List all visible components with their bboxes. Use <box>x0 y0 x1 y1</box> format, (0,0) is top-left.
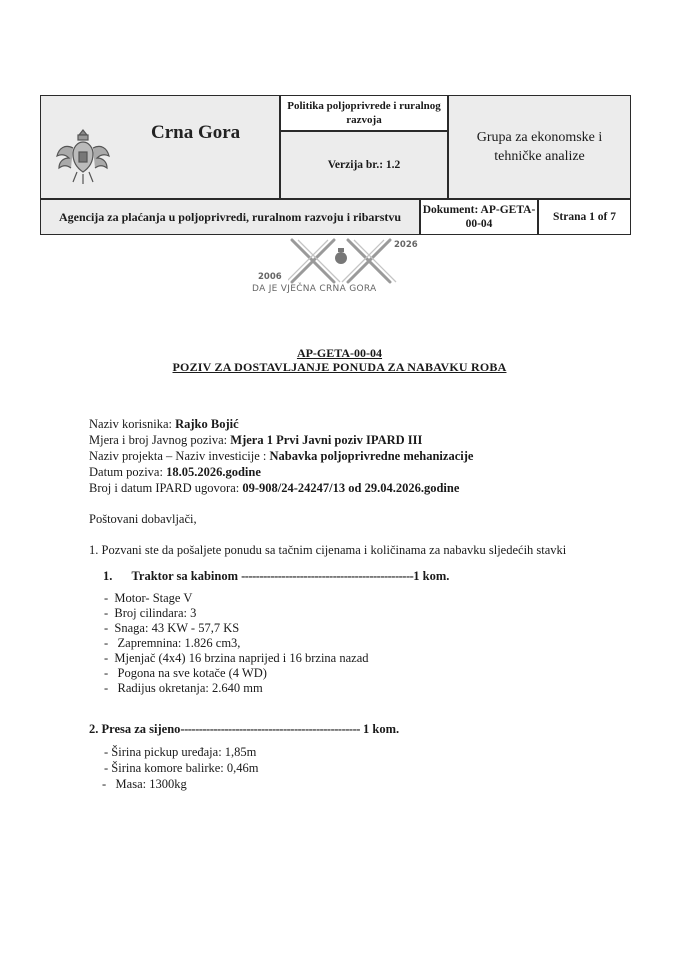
item-2-header <box>89 722 399 737</box>
item-number: 1. <box>103 569 113 583</box>
spec-list-item: - Snaga: 43 KW - 57,7 KS <box>104 621 240 635</box>
spec-list-item: - Širina komore balirke: 0,46m <box>104 761 259 775</box>
jubilee-start-year: 2006 <box>258 272 282 282</box>
item-number: 2. <box>89 722 99 736</box>
document-code: AP-GETA-00-04 <box>296 346 383 360</box>
item-dash-leader: ------------------------------------------------- <box>180 722 360 736</box>
spec-text: Zapremnina: 1.826 cm3, <box>117 636 241 650</box>
spec-list-item: - Pogona na sve kotače (4 WD) <box>104 666 267 680</box>
spec-list-item: - Širina pickup uređaja: 1,85m <box>104 745 257 759</box>
header-policy: Politika poljoprivrede i ruralnog razvoja <box>287 100 441 126</box>
info-line-contract <box>89 481 459 496</box>
info-line-measure <box>89 433 422 448</box>
header-document-cell <box>420 199 538 235</box>
spec-list-item: - Radijus okretanja: 2.640 mm <box>104 681 263 695</box>
spec-text: Širina komore balirke: 0,46m <box>111 761 259 775</box>
item-name: Traktor sa kabinom <box>131 569 239 583</box>
info-value: Nabavka poljoprivredne mehanizacije <box>269 449 474 463</box>
spec-text: Širina pickup uređaja: 1,85m <box>111 745 257 759</box>
spec-text: Motor- Stage V <box>114 591 193 605</box>
header-page-cell <box>538 199 631 235</box>
item-dash-leader: ----------------------------------------------- <box>241 569 414 583</box>
jubilee-logo <box>236 234 436 302</box>
header-document-id: Dokument: AP-GETA-00-04 <box>422 204 536 230</box>
info-value: 09-908/24-24247/13 od 29.04.2026.godine <box>242 481 460 495</box>
info-line-project <box>89 449 473 464</box>
header-policy-cell <box>280 95 448 131</box>
spec-list-item: - Masa: 1300kg <box>102 777 187 791</box>
info-label: Datum poziva: <box>89 465 167 479</box>
spec-text: Broj cilindara: 3 <box>114 606 197 620</box>
header-page-number: Strana 1 of 7 <box>553 211 616 223</box>
header-version-cell <box>280 131 448 199</box>
item-quantity: 1 kom. <box>413 569 450 583</box>
spec-text: Mjenjač (4x4) 16 brzina naprijed i 16 brzina nazad <box>114 651 369 665</box>
info-label: Broj i datum IPARD ugovora: <box>89 481 243 495</box>
spec-text: Pogona na sve kotače (4 WD) <box>117 666 267 680</box>
header-country-name: Crna Gora <box>151 122 241 143</box>
header-version: Verzija br.: 1.2 <box>327 159 401 171</box>
spec-text: Masa: 1300kg <box>115 777 187 791</box>
spec-text: Snaga: 43 KW - 57,7 KS <box>114 621 240 635</box>
info-value: Rajko Bojić <box>175 417 239 431</box>
spec-list-item: - Mjenjač (4x4) 16 brzina naprijed i 16 brzina nazad <box>104 651 369 665</box>
header-group: Grupa za ekonomske i tehničke analize <box>476 130 603 164</box>
item-quantity: 1 kom. <box>363 722 400 736</box>
greeting: Poštovani dobavljači, <box>89 512 197 526</box>
info-label: Naziv projekta – Naziv investicije : <box>89 449 270 463</box>
spec-list-item: - Motor- Stage V <box>104 591 193 605</box>
item-1-header <box>103 569 449 584</box>
document-title: POZIV ZA DOSTAVLJANJE PONUDA ZA NABAVKU ROBA <box>172 360 507 374</box>
header-country-cell <box>40 95 280 199</box>
spec-text: Radijus okretanja: 2.640 mm <box>117 681 263 695</box>
info-value: Mjera 1 Prvi Javni poziv IPARD III <box>230 433 423 447</box>
info-line-date <box>89 465 261 480</box>
montenegro-coat-of-arms-icon <box>55 126 111 188</box>
info-label: Naziv korisnika: <box>89 417 176 431</box>
spec-list-item: - Zapremnina: 1.826 cm3, <box>104 636 241 650</box>
header-group-cell <box>448 95 631 199</box>
intro-paragraph: 1. Pozvani ste da pošaljete ponudu sa tačnim cijenama i količinama za nabavku sljedećih stavki <box>89 543 567 557</box>
header-agency: Agencija za plaćanja u poljoprivredi, ruralnom razvoju i ribarstvu <box>58 209 402 224</box>
document-header-table <box>40 95 631 235</box>
info-line-beneficiary <box>89 417 239 432</box>
spec-list-item: - Broj cilindara: 3 <box>104 606 197 620</box>
info-value: 18.05.2026.godine <box>166 465 261 479</box>
jubilee-end-year: 2026 <box>394 240 418 250</box>
header-agency-cell <box>40 199 420 235</box>
item-name: Presa za sijeno <box>101 722 181 736</box>
jubilee-slogan: DA JE VJEČNA CRNA GORA <box>252 284 377 294</box>
xx-anniversary-emblem-icon <box>288 236 398 286</box>
info-label: Mjera i broj Javnog poziva: <box>89 433 231 447</box>
